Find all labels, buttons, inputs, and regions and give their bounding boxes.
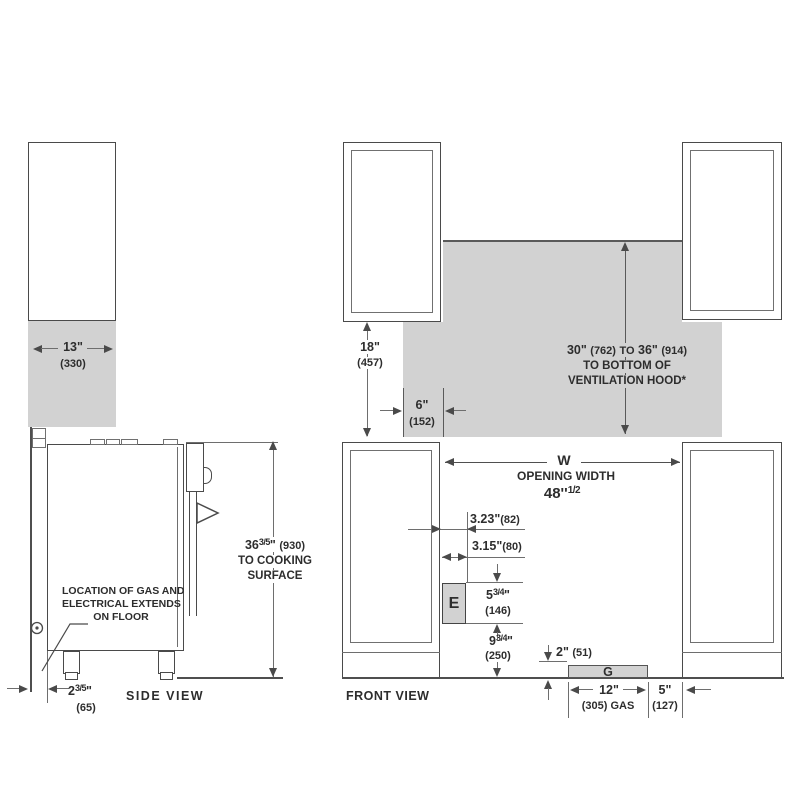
dim-a-value: 3.23"(82) xyxy=(470,512,520,526)
handle-bracket xyxy=(197,503,218,523)
back-gap-mm: (65) xyxy=(76,702,96,714)
electrical-box-label: E xyxy=(448,594,460,612)
e-height-mm: (146) xyxy=(485,605,511,617)
side-view-label: SIDE VIEW xyxy=(126,689,205,703)
opening-symbol: W xyxy=(547,453,581,469)
height-to-cooking-value: $36^{3/5}$" (930) xyxy=(226,537,324,552)
hood-clearance-line1: 30" (762) TO 36" (914) xyxy=(540,343,714,357)
e-height-value: $5^{3/4}$" xyxy=(486,587,510,602)
opening-value: $48''^{1/2}$ xyxy=(543,485,581,502)
opening-label: OPENING WIDTH xyxy=(517,469,615,483)
height-to-cooking-line3: SURFACE xyxy=(226,570,324,583)
front-view-label: FRONT VIEW xyxy=(346,689,430,703)
e-floor-value: $9^{3/4}$" xyxy=(489,633,513,648)
hood-side-value: 6" xyxy=(415,398,429,412)
gas-bolt-center-icon xyxy=(35,626,38,629)
g-width-value: 12" xyxy=(599,683,619,697)
gas-note-line2: ELECTRICAL EXTENDS xyxy=(62,598,181,610)
cabinet-depth-value: 13" xyxy=(63,340,83,354)
cab-to-counter-mm: (457) xyxy=(346,357,394,369)
g-height-value: 2" (51) xyxy=(556,645,592,659)
back-gap-value: $2^{3/5}$" xyxy=(68,683,92,698)
hood-clearance-line3: VENTILATION HOOD* xyxy=(550,375,704,388)
dim-b-value: 3.15"(80) xyxy=(472,539,522,553)
note-leader-line xyxy=(42,624,88,671)
g-side-value: 5" xyxy=(658,683,672,697)
g-width-mm: (305) GAS xyxy=(581,700,635,712)
hood-side-mm: (152) xyxy=(409,416,435,428)
cabinet-depth-mm: (330) xyxy=(60,358,86,370)
e-floor-mm: (250) xyxy=(485,650,511,662)
cab-to-counter-value: 18" xyxy=(348,340,392,354)
height-to-cooking-line2: TO COOKING xyxy=(226,555,324,568)
gas-note-line3: ON FLOOR xyxy=(93,611,149,623)
gas-box-label: G xyxy=(603,664,613,679)
gas-note-line1: LOCATION OF GAS AND xyxy=(62,585,185,597)
g-side-mm: (127) xyxy=(652,700,678,712)
hood-clearance-line2: TO BOTTOM OF xyxy=(555,360,699,373)
